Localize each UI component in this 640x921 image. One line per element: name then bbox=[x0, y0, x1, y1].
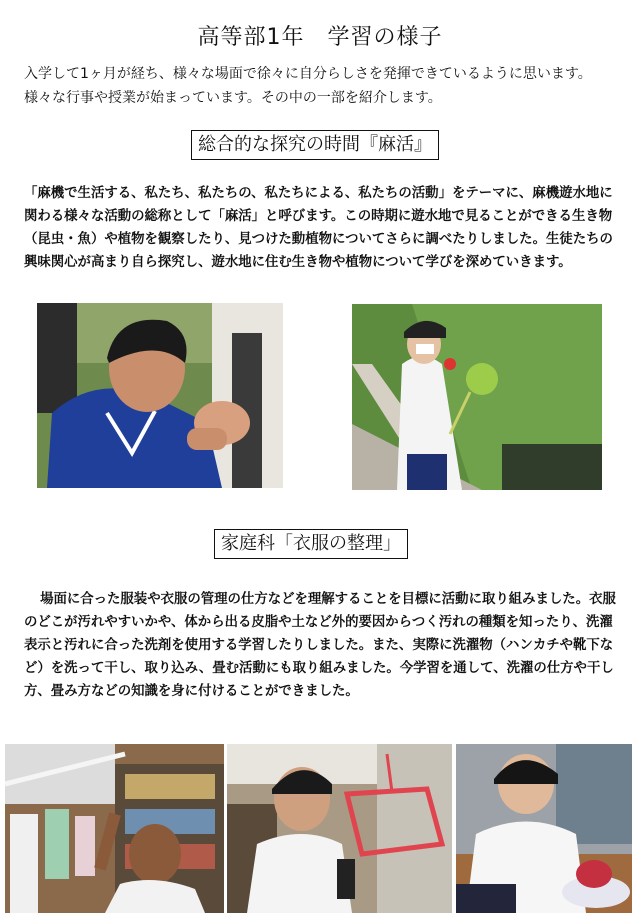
photo-student-washing bbox=[456, 744, 632, 913]
intro-text: 入学して1ヶ月が経ち、様々な場面で徐々に自分らしさを発揮できているように思います。様々な行事や授業が始まっています。その中の一部を紹介します。 bbox=[24, 66, 592, 106]
photo-student-hanging-laundry bbox=[5, 744, 224, 913]
photo-student-red-hanger bbox=[227, 744, 452, 913]
section-heading-asakatsu: 総合的な探究の時間『麻活』 bbox=[191, 130, 439, 160]
page-title: 高等部1年 学習の様子 bbox=[197, 25, 443, 50]
section-body-home-economics: 場面に合った服装や衣服の管理の仕方などを理解することを目標に活動に取り組みました。衣服のどこが汚れやすいかや、体から出る皮脂や土など外的要因からつく汚れの種類を知ったり、洗濯表示と汚れに合った洗剤を使用する学習したりしました。また、実際に洗濯物（ハンカチや靴下など）を洗って干し、取り込み、畳む活動にも取り組みました。今学習を通して、洗濯の仕方や干し方、畳み方などの知識を身に付けることができました。 bbox=[24, 592, 616, 699]
section-heading-home-economics: 家庭科「衣服の整理」 bbox=[214, 529, 408, 559]
photo-student-observing bbox=[37, 303, 283, 488]
photo-students-at-pond bbox=[352, 304, 602, 490]
section-body-asakatsu: 「麻機で生活する、私たち、私たちの、私たちによる、私たちの活動」をテーマに、麻機遊水地に関わる様々な活動の総称として「麻活」と呼びます。この時期に遊水地で見ることができる生き物（昆虫・魚）や植物を観察したり、見つけた動植物についてさらに調べたりしました。生徒たちの興味関心が高まり自ら探究し、遊水地に住む生き物や植物について学びを深めていきます。 bbox=[24, 186, 613, 270]
